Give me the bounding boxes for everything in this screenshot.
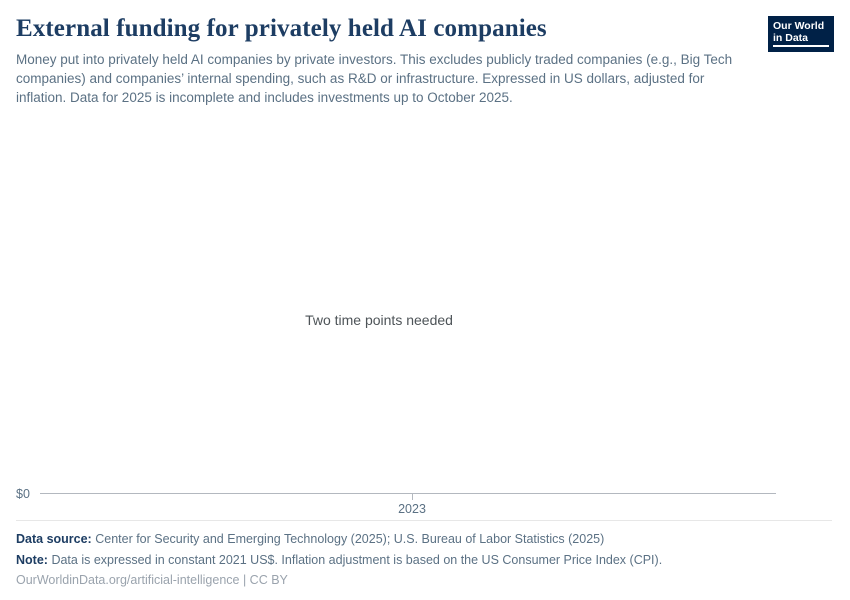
x-axis-line bbox=[40, 493, 776, 494]
data-source-line bbox=[16, 529, 832, 549]
chart-plot-area[interactable] bbox=[16, 123, 834, 516]
chart-subtitle: Money put into privately held AI companies by private investors. This excludes publicly traded companies (e.g., Big Tech companies) and companies’ internal spending, such as R&D or infrastructure. Expressed in US dollars, adjusted for inflation. Data for 2025 is incomplete and includes investments up to October 2025. bbox=[16, 51, 733, 106]
note-text: Data is expressed in constant 2021 US$. Inflation adjustment is based on the US Consumer Price Index (CPI). bbox=[51, 552, 663, 567]
y-axis-tick-label-zero: $0 bbox=[16, 487, 30, 502]
our-world-in-data-logo[interactable] bbox=[768, 16, 834, 52]
page-title: External funding for privately held AI companies bbox=[16, 15, 547, 42]
logo-underline bbox=[773, 45, 829, 47]
x-axis-tick-mark bbox=[412, 494, 413, 500]
owid-link[interactable]: OurWorldinData.org/artificial-intelligence | CC BY bbox=[16, 572, 288, 587]
note-label: Note: bbox=[16, 552, 48, 567]
x-axis-tick-label-2023: 2023 bbox=[398, 502, 426, 517]
footer-link-line bbox=[16, 570, 832, 590]
logo-line-2: in Data bbox=[773, 32, 809, 45]
note-line bbox=[16, 550, 832, 570]
chart-footer bbox=[16, 520, 832, 590]
data-source-label: Data source: bbox=[16, 532, 92, 547]
logo-line-1: Our World bbox=[773, 20, 825, 32]
chart-header bbox=[16, 14, 834, 107]
chart-empty-message: Two time points needed bbox=[305, 311, 453, 328]
data-source-text: Center for Security and Emerging Technology (2025); U.S. Bureau of Labor Statistics (2025) bbox=[95, 532, 605, 547]
